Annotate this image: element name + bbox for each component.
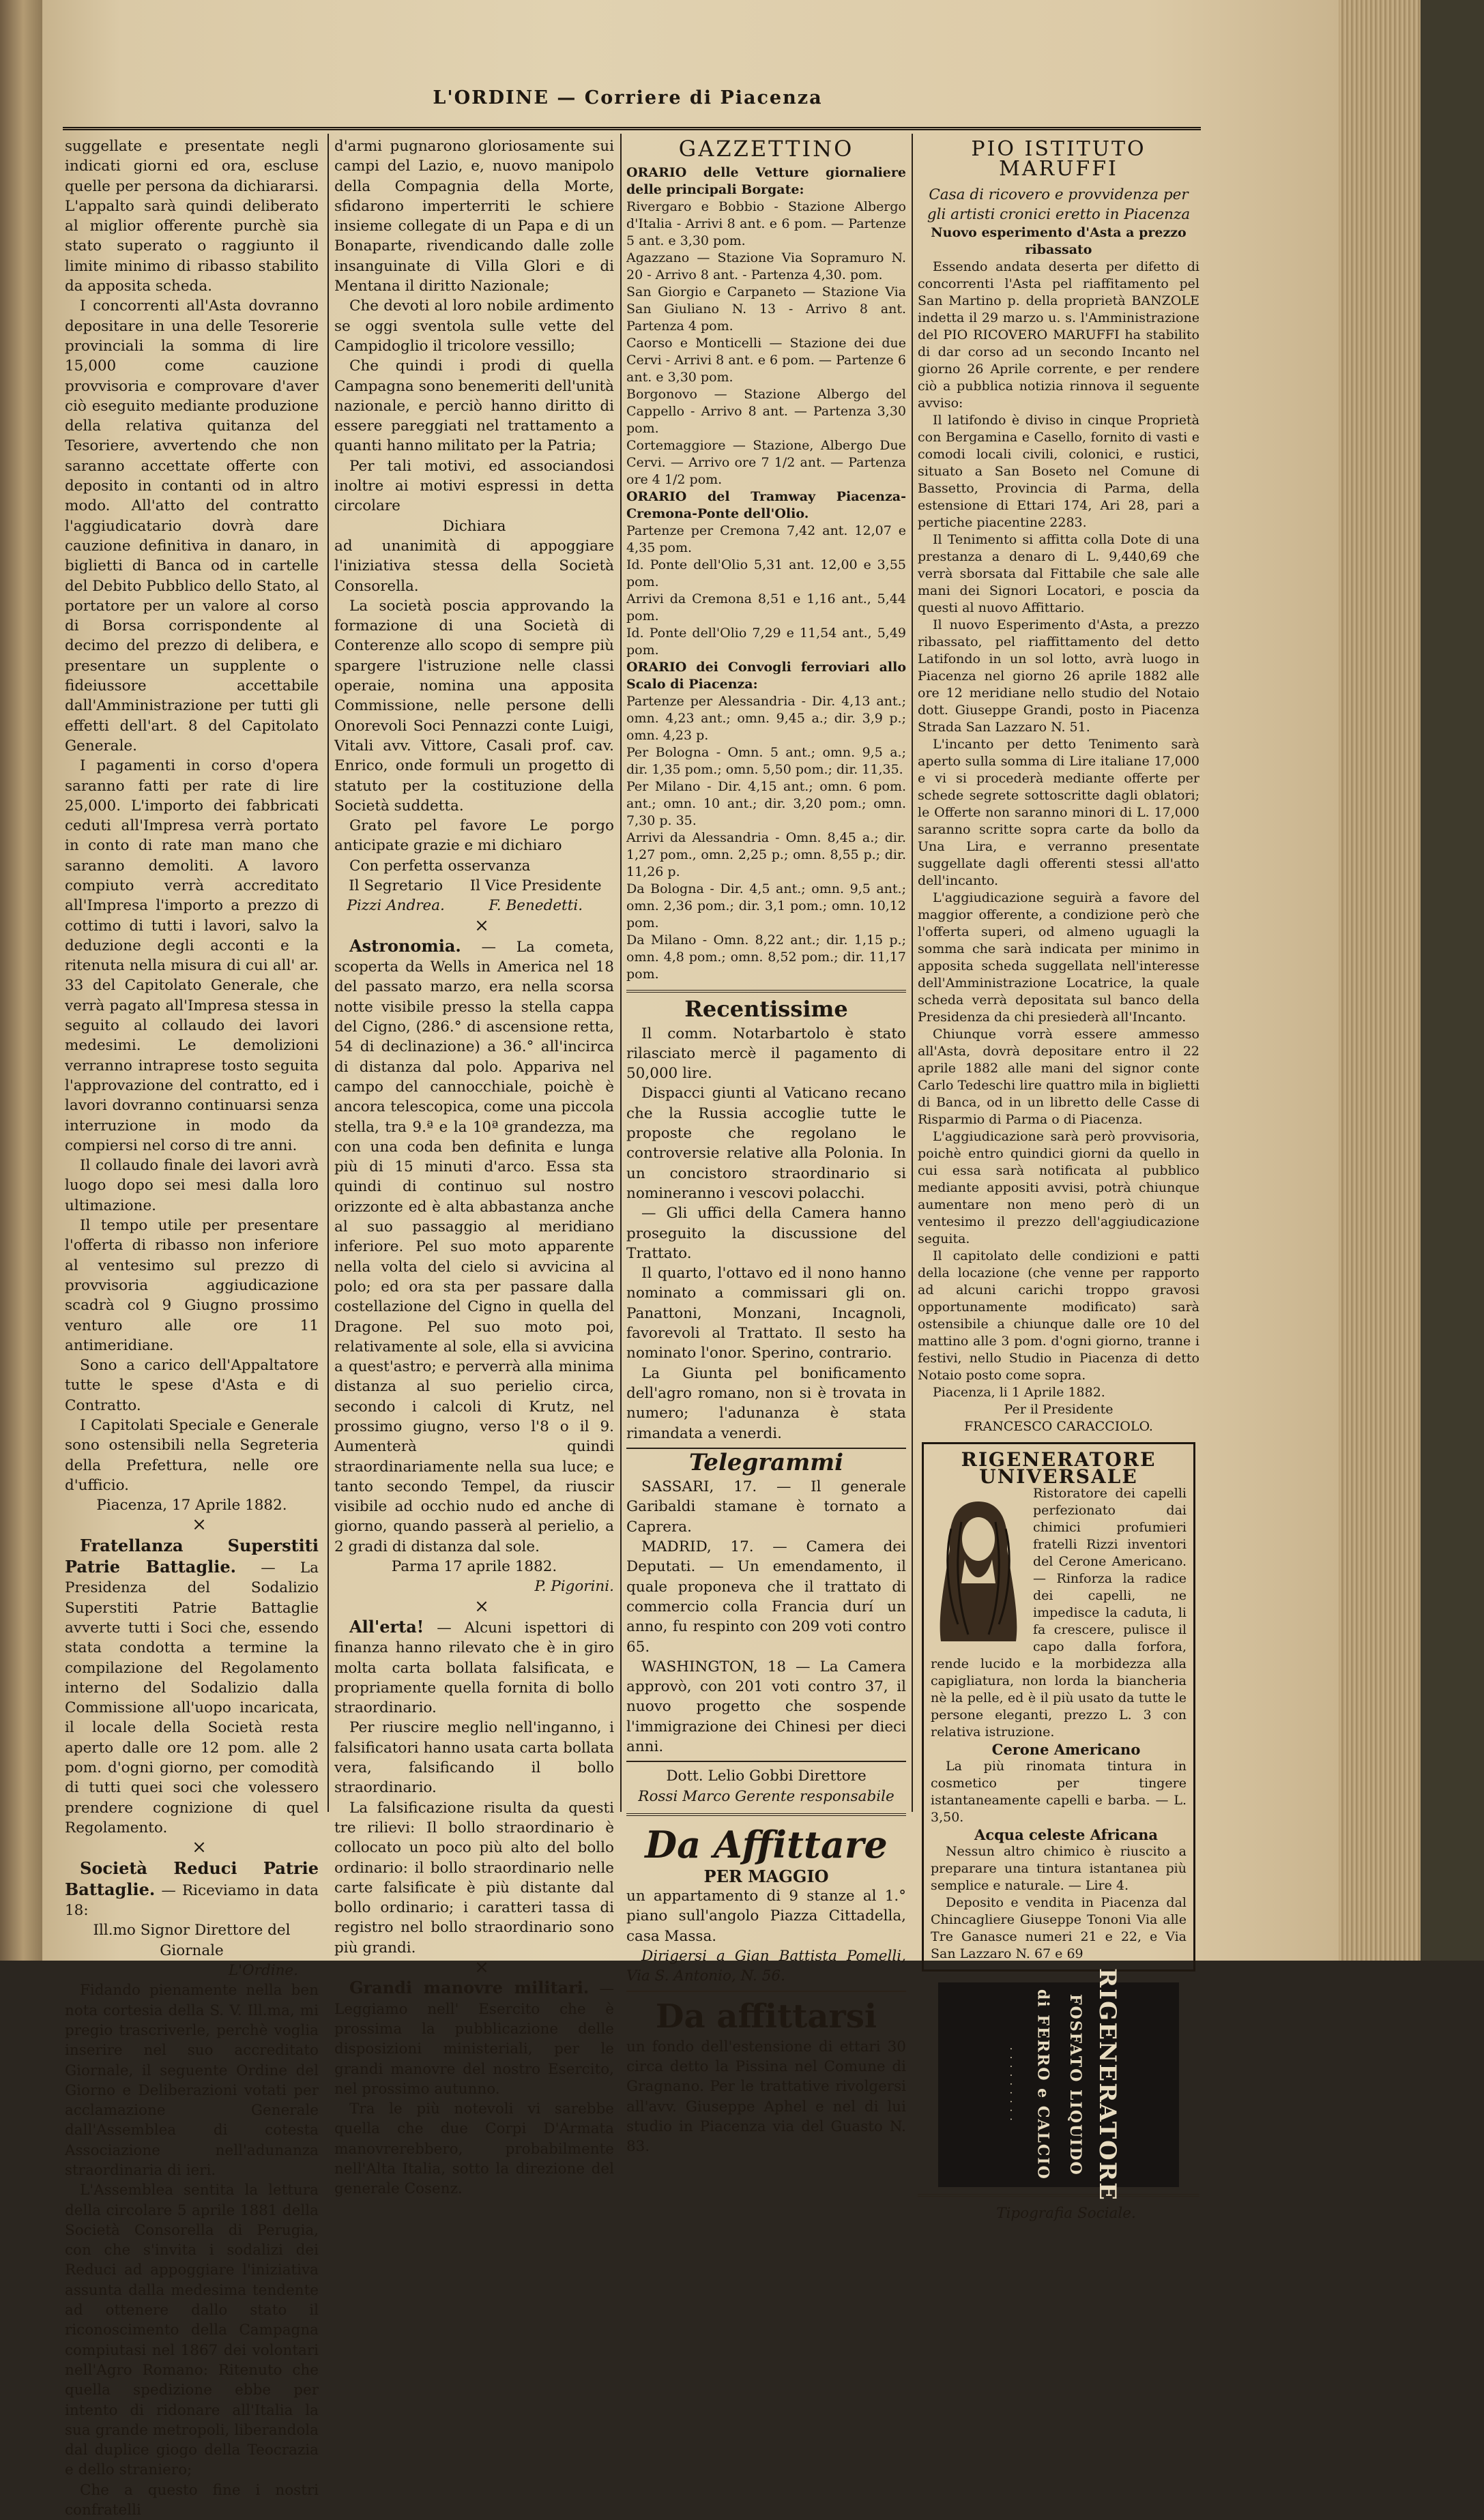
paragraph: Fidando pienamente nella ben nota cortesia della S. V. Ill.ma, mi pregio trascriverle, perchè voglia inserire nel suo accreditato Giornale, il seguente Ordine del Giorno e Deliberazioni votati per acclamazione Generale dall'Assemblea di cotesta Associazione nell'adunanza straordinaria di ieri. [65, 1982, 319, 2179]
paragraph: L'aggiudicazione seguirà a favore del maggior offerente, a condizione però che l'offerta superi, od almeno uguagli la somma che sarà indicata per minimo in apposita scheda suggellata nell'interesse dell'Amministrazione Locatrice, la quale scheda verrà depositata sul banco della Presidenza da chi presiederà all'Incanto. [918, 890, 1199, 1025]
column-divider [620, 134, 622, 1812]
section-title: Telegrammi [688, 1448, 844, 1476]
paragraph: Con perfetta osservanza [349, 857, 531, 875]
section-title: Recentissime [684, 996, 848, 1023]
woman-portrait-icon [931, 1488, 1026, 1645]
section-rule [626, 1813, 906, 1816]
paragraph: I concorrenti all'Asta dovranno depositare in una delle Tesorerie provinciali la somma di lire 15,000 come cauzione provvisoria e comprovare d'aver ciò eseguito mediante produzione della relativa quitanza del Tesoriere, avvertendo che non saranno accettate offerte con deposito in contanti od in altro modo. All'atto del contratto l'aggiudicatario dovrà dare cauzione definitiva in danaro, in biglietti di Banca od in cartelle del Debito Pubblico dello Stato, al portatore per un valore al corso di Borsa corrispondente al decimo del prezzo di delibera, e presentare un supplente o fideiussore accettabile dall'Amministrazione per tutti gli effetti dell'art. 8 del Capitolato Generale. [65, 297, 319, 754]
paragraph: L'Assemblea sentita la lettura della circolare 5 aprile 1881 della Società Consorella di Perugia, con che s'invita i sodalizi dei Reduci ad appoggiare l'iniziativa assunta dalla medesima tendente ad ottenere dallo stato il riconoscimento della Campagna compiutasi nel 1867 dei volontari nell'Agro Romano: Ritenuto che quella spedizione ebbe per intento di ridonare all'Italia la sua grande metropoli, liberandola dal duplice giogo della Teocrazia e dello straniero; [65, 2182, 319, 2479]
paragraph: Che quindi i prodi di quella Campagna sono benemeriti dell'unità nazionale, e perciò hanno diritto di essere pareggiati nel trattamento a quanti hanno militato per la Patria; [334, 357, 614, 455]
paragraph: — Gli uffici della Camera hanno proseguito la discussione del Trattato. [626, 1205, 906, 1262]
ad-text: di FERRO e CALCIO [1034, 1989, 1052, 2181]
ad-title: RIGENERATORE UNIVERSALE [961, 1448, 1156, 1489]
notice-subtitle: Casa di ricovero e provvidenza per gli artisti cronici eretto in Piacenza [927, 186, 1191, 223]
section-rule [626, 990, 906, 993]
salutation: L'Ordine. [228, 1962, 298, 1980]
timetable-entry: San Giorgio e Carpaneto — Stazione Via San Giuliano N. 13 - Arrivo 8 ant. Partenza 4 pom. [626, 284, 906, 334]
masthead-rule [63, 127, 1201, 130]
ad-text: Nessun altro chimico è riuscito a preparare una tintura istantanea più semplice e naturale. — Lire 4. [931, 1844, 1187, 1894]
section-rule [626, 1761, 906, 1762]
paragraph: d'armi pugnarono gloriosamente sui campi del Lazio, e, nuovo manipolo della Compagnia della Morte, sfidarono imperterriti le schiere insieme collegate di un Papa e di un Bonaparte, rivendicando dalle zolle insanguinate di Villa Glori e di Mentana il diritto Nazionale; [334, 138, 614, 295]
cross-separator: × [474, 1957, 489, 1978]
timetable-entry: Caorso e Monticelli — Stazione dei due Cervi - Arrivi 8 ant. e 6 pom. — Partenze 6 ant. e 3,30 pom. [626, 336, 906, 385]
timetable-entry: Agazzano — Stazione Via Sopramuro N. 20 - Arrivo 8 ant. - Partenza 4,30. pom. [626, 250, 906, 283]
dateline: Parma 17 aprile 1882. [391, 1558, 557, 1576]
paragraph: Il tempo utile per presentare l'offerta di ribasso non inferiore al ventesimo sul prezzo di provvisoria aggiudicazione scadrà col 9 Giugno prossimo venturo alle ore 11 antimeridiane. [65, 1217, 319, 1354]
timetable-entry: Borgonovo — Stazione Albergo del Cappello - Arrivo 8 ant. — Partenza 3,30 pom. [626, 387, 906, 437]
article-heading: All'erta! [349, 1616, 424, 1637]
cross-separator: × [192, 1514, 207, 1536]
paragraph: Il comm. Notarbartolo è stato rilasciato mercè il pagamento di 50,000 lire. [626, 1025, 906, 1083]
ad-text: La più rinomata tintura in cosmetico per tingere istantaneamente capelli e barba. — L. 3,50. [931, 1759, 1187, 1826]
column-divider [912, 134, 913, 1812]
ad-subtitle: Cerone Americano [991, 1741, 1141, 1759]
fosfato-ad [938, 1968, 1179, 2202]
column-3 [626, 136, 906, 2156]
paragraph: Il latifondo è diviso in cinque Proprietà con Bergamina e Casello, fornito di vasti e comodi locali civili, colonici, e rustici, situato a San Boseto nel Comune di Bassetto, Provincia di Parma, della estensione di Ettari 174, Ari 28, pari a pertiche piacentine 2283. [918, 413, 1199, 531]
paragraph: Dispacci giunti al Vaticano recano che la Russia accoglie tutte le proposte che regolano le controversie relative alla Polonia. In un concistoro straordinario si nomineranno i vescovi polacchi. [626, 1085, 906, 1202]
article-text: — Alcuni ispettori di finanza hanno rilevato che è in giro molta carta bollata falsificata, e propriamente quella fornita di bollo straordinario. [334, 1619, 614, 1717]
cross-separator: × [192, 1837, 207, 1858]
column-divider [328, 134, 329, 1812]
paragraph: SASSARI, 17. — Il generale Garibaldi stamane è tornato a Caprera. [626, 1478, 906, 1536]
printer-imprint: Tipografia Sociale. [996, 2205, 1136, 2223]
article-text: — La Presidenza del Sodalizio Superstiti Patrie Battaglie avverte tutti i Soci che, essendo stata condotta a termine la compilazione del Regolamento interno del Sodalizio dalla Commissione all'uopo incaricata, il locale della Società resta aperto dalle ore 12 pom. alle 2 pom. d'ogni giorno, per comodità di tutti quei soci che volessero prendere cognizione di quel Regolamento. [65, 1559, 319, 1836]
author: P. Pigorini. [534, 1578, 614, 1596]
timetable-entry: Da Milano - Omn. 8,22 ant.; dir. 1,15 p.; omn. 4,8 pom.; omn. 8,52 pom.; dir. 11,17 pom. [626, 933, 906, 982]
notice-title: PIO ISTITUTO MARUFFI [971, 137, 1146, 181]
ad-text: FOSFATO LIQUIDO [1066, 1993, 1084, 2176]
paragraph: Il nuovo Esperimento d'Asta, a prezzo ribassato, pel riaffittamento del detto Latifondo in un sol lotto, avrà luogo in Piacenza nel giorno 26 aprile 1882 alle ore 12 meridiane nello studio del Notaio dott. Giuseppe Grandi, posto in Piacenza Strada San Lazzaro N. 51. [918, 617, 1199, 735]
ad-heading: Da Affittare [645, 1822, 888, 1866]
page-block-edge [1339, 0, 1421, 1961]
paragraph: Che devoti al loro nobile ardimento se oggi sventola sulle vette del Campidoglio il tricolore vessillo; [334, 297, 614, 355]
paragraph: Chiunque vorrà essere ammesso all'Asta, dovrà depositare entro il 22 aprile 1882 alle mani del signor conte Carlo Tedeschi lire quattro mila in biglietti di Banca, od in un libretto delle Casse di Risparmio di Parma o di Piacenza. [918, 1027, 1199, 1128]
ad-text: un fondo dell'estensione di ettari 30 circa detto la Pissina nel Comune di Gragnano. Per le trattative rivolgersi all'avv. Giuseppe Aphel e nel di lui studio in Piacenza via del Guasto N. 83. [626, 2038, 906, 2156]
column-4 [918, 136, 1199, 2223]
paragraph: WASHINGTON, 18 — La Camera approvò, con 201 voti contro 37, il nuovo progetto che sospende l'immigrazione dei Chinesi per dieci anni. [626, 1658, 906, 1755]
dichiara: Dichiara [442, 517, 506, 535]
paragraph: Per riuscire meglio nell'inganno, i falsificatori hanno usata carta bollata vera, falsificando il bollo straordinario. [334, 1719, 614, 1797]
paragraph: Il quarto, l'ottavo ed il nono hanno nominato a commissari gli on. Panattoni, Monzani, Incagnoli, favorevoli al Trattato. Il sesto ha nominato l'onor. Sperino, contrario. [626, 1265, 906, 1362]
timetable-entry: Arrivi da Alessandria - Omn. 8,45 a.; dir. 1,27 pom., omn. 2,25 p.; omn. 8,55 p.; dir. 11,26 p. [626, 830, 906, 880]
paragraph: Il Tenimento si affitta colla Dote di una prestanza a denaro di L. 9,440,69 che verrà sborsata dal Fittabile che sale alle mani dei Signori Locatori, e poscia da questi al nuovo Affittario. [918, 532, 1199, 616]
timetable-entry: Rivergaro e Bobbio - Stazione Albergo d'Italia - Arrivi 8 ant. e 6 pom. — Partenze 5 ant. e 3,30 pom. [626, 199, 906, 249]
signatures [334, 876, 614, 916]
cross-separator: × [474, 915, 489, 936]
article-text: — La cometa, scoperta da Wells in America nel 18 del passato marzo, era nella scorsa notte visibile presso la stella cappa del Cigno, (286.° di ascensione retta, 54 di declinazione) a 36.° all'incirca di distanza dal polo. Appariva nel campo del cannocchiale, poichè è ancora telescopica, come una piccola stella, tra 9.ª e la 10ª grandezza, ma con una coda ben definita e lunga più di 15 minuti d'arco. Essa sta quindi di continuo sul nostro orizzonte ed è alta abbastanza anche al suo passaggio al meridiano inferiore. Pel suo moto apparente nella volta del cielo si avvicina al polo; ed ora sta per passare dalla costellazione del Cigno in quella del Dragone. Pel suo moto poi, relativamente al sole, ella si avvicina a quest'astro; e perverrà alla minima distanza al suo perielio circa, secondo i calcoli di Krutz, nel prossimo giugno, verso l'8 o il 9. Aumenterà quindi straordinariamente nella sua luce; e tanto secondo Tempel, da riuscir visibile ad occhio nudo ed anche di giorno, quando passerà al perielio, a 2 gradi di distanza dal sole. [334, 938, 615, 1555]
timetable-entry: Per Bologna - Omn. 5 ant.; omn. 9,5 a.; dir. 1,35 pom.; omn. 5,50 pom.; dir. 11,35. [626, 745, 906, 778]
paragraph: Grato pel favore Le porgo anticipate grazie e mi dichiaro [334, 817, 614, 855]
article-text: — Riceviamo in data 18: [65, 1881, 319, 1920]
ad-contact: Dirigersi a Gian Battista Pomelli, Via S. Antonio, N. 56. [626, 1948, 906, 1985]
paragraph: L'incanto per detto Tenimento sarà aperto sulla somma di Lire italiane 17,000 e vi si procederà mediante offerte per schede segrete sottoscritte dagli oblatori; le Offerte non saranno minori di L. 17,000 saranno scritte sopra carte da bollo da Una Lira, e verranno presentate suggellate dagli offerenti stessi all'atto dell'incanto. [918, 737, 1199, 889]
paragraph: La società poscia approvando la formazione di una Società di Conterenze allo scopo di sempre più spargere l'istruzione nelle classi operaie, nomina una apposita Commissione, nelle persone delli Onorevoli Soci Pennazzi conte Luigi, Vitali avv. Vittore, Casali prof. cav. Enrico, onde formuli un progetto di statuto per la costituzione della Società suddetta. [334, 597, 614, 815]
masthead: L'ORDINE — Corriere di Piacenza [433, 87, 823, 108]
article-heading: Fratellanza Superstiti Patrie Battaglie. [65, 1535, 319, 1577]
paragraph: Il collaudo finale dei lavori avrà luogo dopo sei mesi dalla loro ultimazione. [65, 1157, 319, 1214]
paragraph: Per tali motivi, ed associandosi inoltre ai motivi espressi in detta circolare [334, 457, 614, 515]
timetable-heading: ORARIO delle Vetture giornaliere delle principali Borgate: [626, 165, 906, 198]
timetable-entry: Id. Ponte dell'Olio 5,31 ant. 12,00 e 3,55 pom. [626, 557, 906, 590]
dateline: Piacenza, li 1 Aprile 1882. [933, 1385, 1105, 1401]
paragraph: Il capitolato delle condizioni e patti della locazione (che venne per rapporto ad alcuni carichi troppo gravosi opportunamente modificato) sarà ostensibile a chiunque dalle ore 10 del mattino alle 3 pom. d'ogni giorno, tranne i festivi, nello Studio in Piacenza di detto Notaio posto come sopra. [918, 1248, 1199, 1383]
paragraph: Che a questo fine i nostri confratelli [65, 2481, 319, 2519]
paragraph: suggellate e presentate negli indicati giorni ed ora, escluse quelle per persona da dichiararsi. L'appalto sarà quindi deliberato al miglior offerente purchè sia stato superato o raggiunto il limite minimo di ribasso stabilito da apposita scheda. [65, 138, 319, 295]
ad-subheading: PER MAGGIO [703, 1866, 829, 1886]
ad-text: Deposito e vendita in Piacenza dal Chincagliere Giuseppe Tononi Via alle Tre Ganasce numeri 21 e 22, e Via San Lazzaro N. 67 e 69 [931, 1895, 1187, 1962]
left-page-edge [0, 0, 42, 1961]
ad-heading: Da affittarsi [655, 1997, 877, 2036]
signature-role: Il Segretario [349, 877, 443, 894]
section-rule [626, 1991, 906, 1992]
paragraph: I Capitolati Speciale e Generale sono ostensibili nella Segreteria della Prefettura, nelle ore d'ufficio. [65, 1417, 319, 1494]
paragraph: Tra le più notevoli vi sarebbe quella che due Corpi D'Armata manovrerebbero, probabilmente nell'Alta Italia, sotto la direzione del generale Cosenz. [334, 2100, 614, 2198]
column-2 [334, 136, 614, 2199]
paragraph: MADRID, 17. — Camera dei Deputati. — Un emendamento, il quale proponeva che il trattato di commercio colla Francia durí un anno, fu respinto con 209 voti contro 65. [626, 1538, 906, 1656]
signature-role: Il Vice Presidente [469, 877, 602, 894]
ad-text: Ristoratore dei capelli perfezionato dai chimici profumieri fratelli Rizzi inventori del Cerone Americano. — Rinforza la radice dei capelli, ne impedisce la caduta, li fa crescere, pulisce il capo dalla forfora, rende lucido e la morbidezza alla capigliatura, non lorda la biancheria nè la pelle, ed è il più usato da tutte le persone eleganti, prezzo L. 3 con relativa istruzione. [931, 1486, 1187, 1740]
timetable-entry: Id. Ponte dell'Olio 7,29 e 11,54 ant., 5,49 pom. [626, 626, 906, 658]
paragraph: Essendo andata deserta per difetto di concorrenti l'Asta pel riaffitamento pel San Martino p. della proprietà BANZOLE indetta il 29 marzo u. s. l'Amministrazione del PIO RICOVERO MARUFFI ha stabilito di dar corso ad un secondo Incanto nel giorno 26 Aprile corrente, e per rendere ciò a pubblica notizia rinnova il seguente avviso: [918, 259, 1199, 411]
paragraph: La Giunta pel bonificamento dell'agro romano, non si è trovata in numero; l'adunanza è stata rimandata a venerdi. [626, 1364, 906, 1442]
article-text: — Leggiamo nell' Esercito che è prossima la pubblicazione delle disposizioni ministeriali, per le grandi manovre del nostro Esercito, nel prossimo autunno. [334, 1980, 614, 2098]
timetable-entry: Partenze per Alessandria - Dir. 4,13 ant.; omn. 4,23 ant.; omn. 9,45 a.; dir. 3,9 p.; omn. 4,23 p. [626, 694, 906, 744]
manager-line: Rossi Marco Gerente responsabile [638, 1787, 894, 1805]
rigeneratore-ad [922, 1442, 1195, 1972]
director-line: Dott. Lelio Gobbi Direttore [666, 1768, 867, 1785]
timetable-entry: Per Milano - Dir. 4,15 ant.; omn. 6 pom. ant.; omn. 10 ant.; dir. 3,20 pom.; omn. 7,30 p. 35. [626, 779, 906, 829]
dateline: Piacenza, 17 Aprile 1882. [96, 1497, 287, 1514]
salutation: Ill.mo Signor Direttore del Giornale [93, 1922, 291, 1959]
section-title: GAZZETTINO [678, 136, 854, 162]
ad-subtitle: Acqua celeste Africana [974, 1826, 1158, 1844]
timetable-entry: Partenze per Cremona 7,42 ant. 12,07 e 4,35 pom. [626, 523, 906, 556]
paragraph: La falsificazione risulta da questi tre rilievi: Il bollo straordinario è collocato un poco più alto del bollo ordinario: il bollo straordinario nelle carte falsificate è più distante dal bollo ordinario; i caratteri tassa di registro nel bollo straordinario sono più grandi. [334, 1799, 614, 1957]
book-binding [1421, 0, 1484, 1961]
signature-name: Pizzi Andrea. [347, 897, 445, 915]
article-heading: Società Reduci Patrie Battaglie. [65, 1858, 319, 1899]
cross-separator: × [474, 1596, 489, 1617]
paragraph: I pagamenti in corso d'opera saranno fatti per rate di lire 25,000. L'importo dei fabbricati ceduti all'Impresa verrà portato in conto di rate man mano che saranno demoliti. A lavoro compiuto verrà accreditato all'Impresa l'importo a prezzo di cottimo di tutti i lavori, salvo la deduzione degli acconti e la ritenuta nella misura di cui all' ar. 33 del Capitolato Generale, che verrà pagato all'Impresa stessa in seguito al collaudo dei lavori medesimi. Le demolizioni verranno intraprese tosto seguita l'approvazione del contratto, ed i lavori dovranno continuarsi senza interruzione in modo da compiersi nel corso di tre anni. [65, 757, 319, 1154]
paragraph: Sono a carico dell'Appaltatore tutte le spese d'Asta e di Contratto. [65, 1357, 319, 1414]
timetable-heading: ORARIO del Tramway Piacenza-Cremona-Ponte dell'Olio. [626, 489, 906, 522]
timetable-entry: Cortemaggiore — Stazione, Albergo Due Cervi. — Arrivo ore 7 1/2 ant. — Partenza ore 4 1/2 pom. [626, 438, 906, 488]
notice-heading: Nuovo esperimento d'Asta a prezzo ribassato [931, 225, 1187, 258]
section-rule [918, 2194, 1199, 2197]
ad-text: un appartamento di 9 stanze al 1.° piano sull'angolo Piazza Cittadella, casa Massa. [626, 1888, 906, 1945]
timetable-heading: ORARIO dei Convogli ferroviari allo Scalo di Piacenza: [626, 660, 906, 692]
ad-title: RIGENERATORE [1094, 1968, 1122, 2202]
paragraph: ad unanimità di appoggiare l'iniziativa stessa della Società Consorella. [334, 537, 614, 595]
signature-name: F. Benedetti. [489, 897, 583, 915]
paragraph: L'aggiudicazione sarà però provvisoria, poichè entro quindici giorni da quello in cui essa sarà notificata al pubblico mediante appositi avvisi, potrà chiunque aumentare non meno però di un ventesimo il prezzo dell'aggiudicazione seguita. [918, 1129, 1199, 1247]
timetable-entry: Arrivi da Cremona 8,51 e 1,16 ant., 5,44 pom. [626, 591, 906, 624]
ad-fine-print: · · · · · · · · · [1005, 2047, 1017, 2123]
column-1 [65, 136, 319, 2520]
signature-name: FRANCESCO CARACCIOLO. [964, 1419, 1153, 1435]
signature-role: Per il Presidente [1004, 1402, 1114, 1418]
article-heading: Grandi manovre militari. [349, 1978, 590, 1998]
timetable-entry: Da Bologna - Dir. 4,5 ant.; omn. 9,5 ant.; omn. 2,36 pom.; dir. 3,1 pom.; omn. 10,12 pom. [626, 881, 906, 931]
article-heading: Astronomia. [349, 935, 461, 956]
